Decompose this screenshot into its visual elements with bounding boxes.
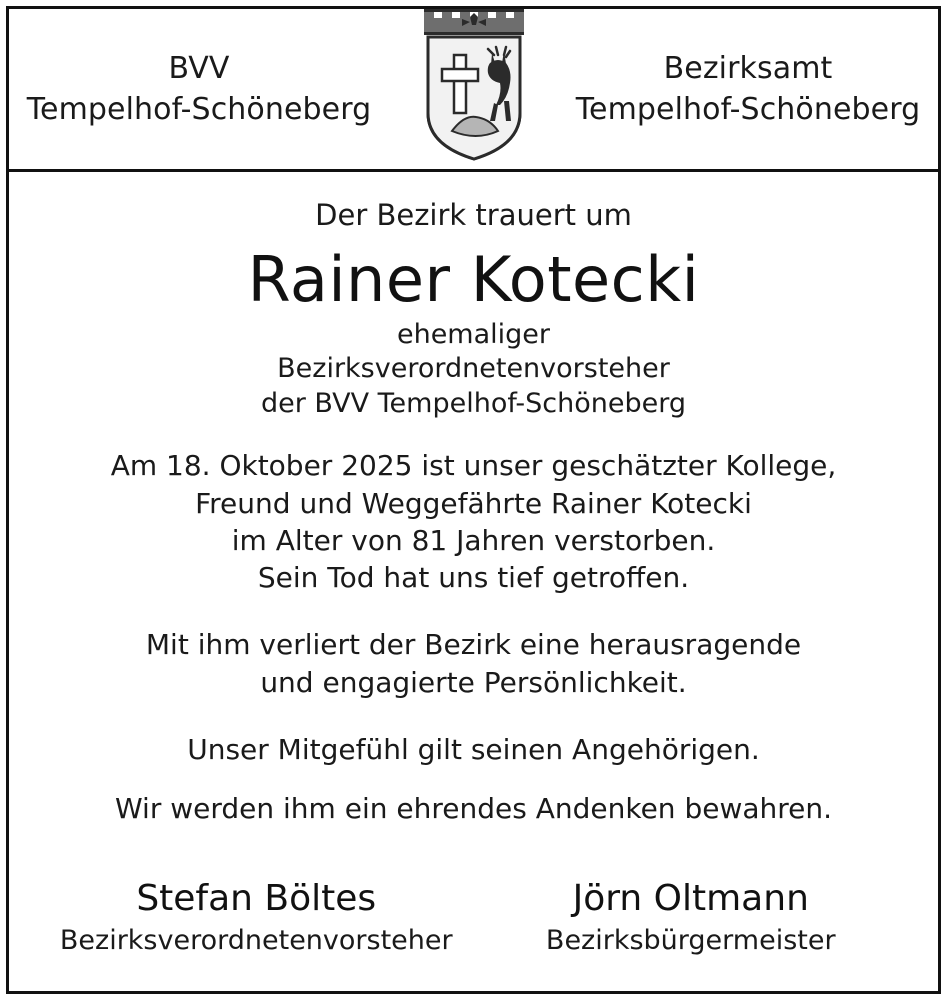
header-left-line2: Tempelhof-Schöneberg	[26, 92, 372, 127]
header-right-line2: Tempelhof-Schöneberg	[575, 92, 921, 127]
header-right-block	[558, 48, 938, 131]
obituary-paragraph-3	[39, 731, 908, 768]
deceased-name: Rainer Kotecki	[247, 242, 700, 316]
paragraph-4-line-1: Wir werden ihm ein ehrendes Andenken bewahren.	[114, 792, 833, 826]
obituary-notice-card	[6, 6, 941, 994]
paragraph-1-line-2: Freund und Weggefährte Rainer Kotecki	[195, 486, 752, 520]
header-left-block	[9, 48, 389, 131]
header-left-line1: BVV	[168, 50, 230, 86]
signature-left-name: Stefan Böltes	[136, 878, 377, 920]
signature-block	[39, 877, 908, 991]
role-line-1: ehemaliger	[396, 318, 551, 350]
paragraph-3-line-1: Unser Mitgefühl gilt seinen Angehörigen.	[187, 732, 760, 766]
signature-left-title: Bezirksverordnetenvorsteher	[59, 924, 453, 956]
notice-body	[9, 172, 938, 991]
signature-right-name: Jörn Oltmann	[572, 878, 809, 920]
obituary-paragraph-2	[39, 626, 908, 700]
role-line-2: Bezirksverordnetenvorsteher	[277, 353, 670, 385]
notice-header	[9, 9, 938, 172]
crest-container	[409, 5, 539, 163]
paragraph-1-line-3: im Alter von 81 Jahren verstorben.	[231, 523, 716, 557]
signature-left	[39, 877, 474, 957]
paragraph-1-line-1: Am 18. Oktober 2025 ist unser geschätzter Kollege,	[110, 449, 837, 483]
role-line-3: der BVV Tempelhof-Schöneberg	[261, 387, 686, 419]
header-right-line1: Bezirksamt	[663, 50, 833, 86]
paragraph-2-line-1: Mit ihm verliert der Bezirk eine herausragende	[145, 628, 802, 662]
deceased-role-block	[39, 318, 908, 422]
mourning-lead-text: Der Bezirk trauert um	[315, 198, 632, 232]
coat-of-arms-icon	[418, 5, 530, 163]
paragraph-1-line-4: Sein Tod hat uns tief getroffen.	[257, 561, 690, 595]
paragraph-2-line-2: und engagierte Persönlichkeit.	[260, 665, 687, 699]
obituary-paragraph-4	[39, 790, 908, 827]
obituary-paragraph-1	[39, 447, 908, 596]
signature-right	[474, 877, 909, 957]
signature-right-title: Bezirksbürgermeister	[545, 924, 836, 956]
